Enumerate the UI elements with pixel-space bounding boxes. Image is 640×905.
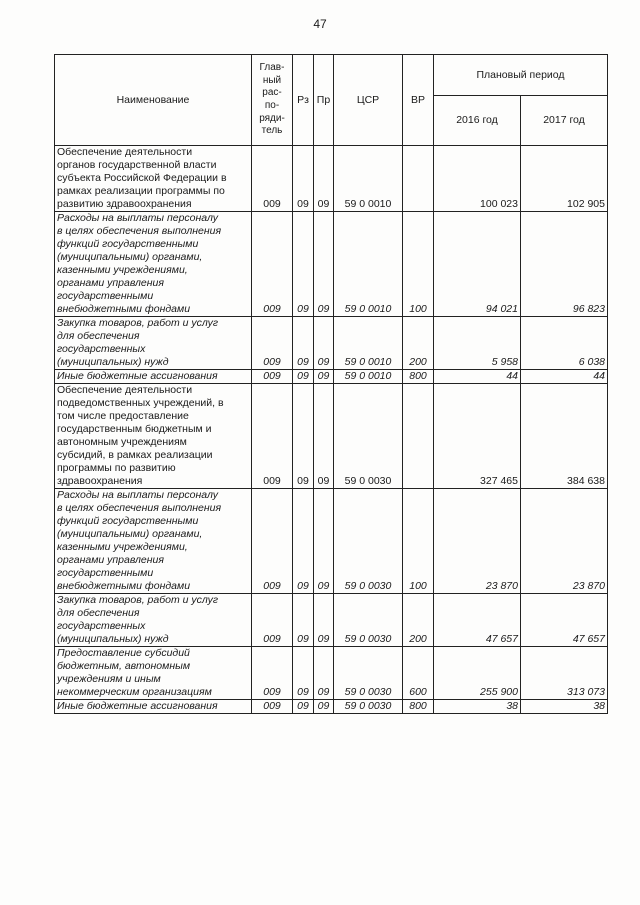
budget-table — [54, 54, 608, 714]
header-grs-line: тель — [261, 125, 283, 137]
table-row — [55, 317, 608, 370]
row-pr: 09 — [314, 594, 334, 647]
row-name — [55, 384, 252, 489]
row-csr: 59 0 0010 — [334, 212, 403, 317]
row-name-line: государственных — [57, 343, 146, 355]
row-rz: 09 — [293, 594, 314, 647]
row-rz: 09 — [293, 370, 314, 384]
row-vr: 600 — [403, 647, 434, 700]
row-pr: 09 — [314, 212, 334, 317]
row-name-line: программы по развитию — [57, 462, 176, 474]
row-vr: 100 — [403, 212, 434, 317]
row-pr: 09 — [314, 700, 334, 714]
row-name-line: (муниципальных) нужд — [57, 633, 169, 645]
row-vr: 800 — [403, 700, 434, 714]
row-amount-2016: 44 — [434, 370, 521, 384]
table-body — [55, 146, 608, 714]
row-amount-2016: 327 465 — [434, 384, 521, 489]
row-name — [55, 489, 252, 594]
row-amount-2017: 47 657 — [521, 594, 608, 647]
row-name-line: Закупка товаров, работ и услуг — [57, 317, 219, 329]
table-row — [55, 647, 608, 700]
row-name-line: Расходы на выплаты персоналу — [57, 212, 219, 224]
row-name-line: бюджетным, автономным — [57, 660, 191, 672]
row-name-line: Обеспечение деятельности — [57, 146, 193, 158]
header-row-top — [55, 55, 608, 96]
row-csr: 59 0 0030 — [334, 700, 403, 714]
row-rz: 09 — [293, 384, 314, 489]
row-vr: 100 — [403, 489, 434, 594]
row-amount-2016: 94 021 — [434, 212, 521, 317]
row-pr: 09 — [314, 370, 334, 384]
header-grs-line: ряди- — [259, 112, 285, 124]
header-pr: Пр — [314, 55, 334, 146]
row-name — [55, 370, 252, 384]
row-name-line: внебюджетными фондами — [57, 580, 191, 592]
row-name-line: подведомственных учреждений, в — [57, 397, 224, 409]
row-name-line: (муниципальными) органами, — [57, 251, 203, 263]
table-row — [55, 370, 608, 384]
row-amount-2017: 38 — [521, 700, 608, 714]
row-rz: 09 — [293, 212, 314, 317]
row-csr: 59 0 0030 — [334, 489, 403, 594]
row-amount-2016: 255 900 — [434, 647, 521, 700]
row-name-line: том числе предоставление — [57, 410, 189, 422]
row-name-line: некоммерческим организациям — [57, 686, 212, 698]
row-name-line: субъекта Российской Федерации в — [57, 172, 227, 184]
row-amount-2017: 44 — [521, 370, 608, 384]
table-row — [55, 146, 608, 212]
row-name-line: органами управления — [57, 554, 164, 566]
header-grs-line: ный — [262, 74, 282, 86]
row-amount-2016: 5 958 — [434, 317, 521, 370]
row-name — [55, 212, 252, 317]
row-amount-2016: 100 023 — [434, 146, 521, 212]
header-grs-line: Глав- — [259, 62, 285, 74]
row-grs: 009 — [252, 384, 293, 489]
row-name-line: государственным бюджетным и — [57, 423, 212, 435]
row-name-line: Предоставление субсидий — [57, 647, 190, 659]
row-pr: 09 — [314, 317, 334, 370]
row-rz: 09 — [293, 489, 314, 594]
row-name-line: здравоохранения — [57, 475, 143, 487]
header-vr: ВР — [403, 55, 434, 146]
row-name-line: Расходы на выплаты персоналу — [57, 489, 219, 501]
header-year-2017: 2017 год — [521, 96, 608, 146]
row-vr: 200 — [403, 317, 434, 370]
row-amount-2016: 23 870 — [434, 489, 521, 594]
row-name-line: государственными — [57, 567, 154, 579]
row-name-line: для обеспечения — [57, 330, 140, 342]
row-amount-2017: 313 073 — [521, 647, 608, 700]
row-name-line: функций государственными — [57, 515, 199, 527]
row-name-line: казенными учреждениями, — [57, 541, 188, 553]
header-year-2016: 2016 год — [434, 96, 521, 146]
header-grs — [252, 55, 293, 146]
row-rz: 09 — [293, 317, 314, 370]
row-amount-2017: 96 823 — [521, 212, 608, 317]
header-plan-period: Плановый период — [434, 55, 608, 96]
header-grs-line: рас- — [262, 87, 282, 99]
row-grs: 009 — [252, 317, 293, 370]
header-csr: ЦСР — [334, 55, 403, 146]
row-grs: 009 — [252, 370, 293, 384]
row-name — [55, 647, 252, 700]
table-row — [55, 700, 608, 714]
row-csr: 59 0 0010 — [334, 370, 403, 384]
row-name — [55, 700, 252, 714]
header-name: Наименование — [55, 55, 252, 146]
row-vr: 800 — [403, 370, 434, 384]
row-name-line: Иные бюджетные ассигнования — [57, 700, 218, 712]
row-csr: 59 0 0030 — [334, 594, 403, 647]
row-csr: 59 0 0010 — [334, 146, 403, 212]
row-name-line: рамках реализации программы по — [57, 185, 225, 197]
row-grs: 009 — [252, 700, 293, 714]
row-name-line: Закупка товаров, работ и услуг — [57, 594, 219, 606]
row-name-line: в целях обеспечения выполнения — [57, 502, 222, 514]
table-row — [55, 384, 608, 489]
page-number: 47 — [313, 17, 327, 31]
row-name-line: внебюджетными фондами — [57, 303, 191, 315]
row-name-line: учреждениям и иным — [57, 673, 161, 685]
row-pr: 09 — [314, 489, 334, 594]
row-name-line: органов государственной власти — [57, 159, 217, 171]
table-row — [55, 594, 608, 647]
row-name-line: функций государственными — [57, 238, 199, 250]
row-vr — [403, 384, 434, 489]
table-row — [55, 212, 608, 317]
row-name — [55, 317, 252, 370]
row-csr: 59 0 0010 — [334, 317, 403, 370]
row-name-line: казенными учреждениями, — [57, 264, 188, 276]
row-vr — [403, 146, 434, 212]
row-name-line: (муниципальных) нужд — [57, 356, 169, 368]
row-name-line: в целях обеспечения выполнения — [57, 225, 222, 237]
row-csr: 59 0 0030 — [334, 384, 403, 489]
row-amount-2016: 47 657 — [434, 594, 521, 647]
row-csr: 59 0 0030 — [334, 647, 403, 700]
row-amount-2017: 23 870 — [521, 489, 608, 594]
row-grs: 009 — [252, 212, 293, 317]
row-rz: 09 — [293, 146, 314, 212]
row-grs: 009 — [252, 647, 293, 700]
row-name — [55, 146, 252, 212]
row-vr: 200 — [403, 594, 434, 647]
row-amount-2017: 6 038 — [521, 317, 608, 370]
row-name — [55, 594, 252, 647]
row-amount-2017: 384 638 — [521, 384, 608, 489]
row-grs: 009 — [252, 594, 293, 647]
row-name-line: (муниципальными) органами, — [57, 528, 203, 540]
row-grs: 009 — [252, 146, 293, 212]
row-pr: 09 — [314, 647, 334, 700]
header-grs-line: по- — [264, 100, 280, 111]
row-name-line: органами управления — [57, 277, 164, 289]
row-grs: 009 — [252, 489, 293, 594]
row-amount-2016: 38 — [434, 700, 521, 714]
row-name-line: автономным учреждениям — [57, 436, 187, 448]
row-name-line: Иные бюджетные ассигнования — [57, 370, 218, 382]
row-name-line: Обеспечение деятельности — [57, 384, 193, 396]
row-amount-2017: 102 905 — [521, 146, 608, 212]
row-name-line: для обеспечения — [57, 607, 140, 619]
row-pr: 09 — [314, 384, 334, 489]
row-name-line: развитию здравоохранения — [57, 198, 192, 210]
row-rz: 09 — [293, 647, 314, 700]
row-name-line: государственными — [57, 290, 154, 302]
row-rz: 09 — [293, 700, 314, 714]
row-name-line: субсидий, в рамках реализации — [57, 449, 213, 461]
row-name-line: государственных — [57, 620, 146, 632]
row-pr: 09 — [314, 146, 334, 212]
table-row — [55, 489, 608, 594]
header-rz: Рз — [293, 55, 314, 146]
